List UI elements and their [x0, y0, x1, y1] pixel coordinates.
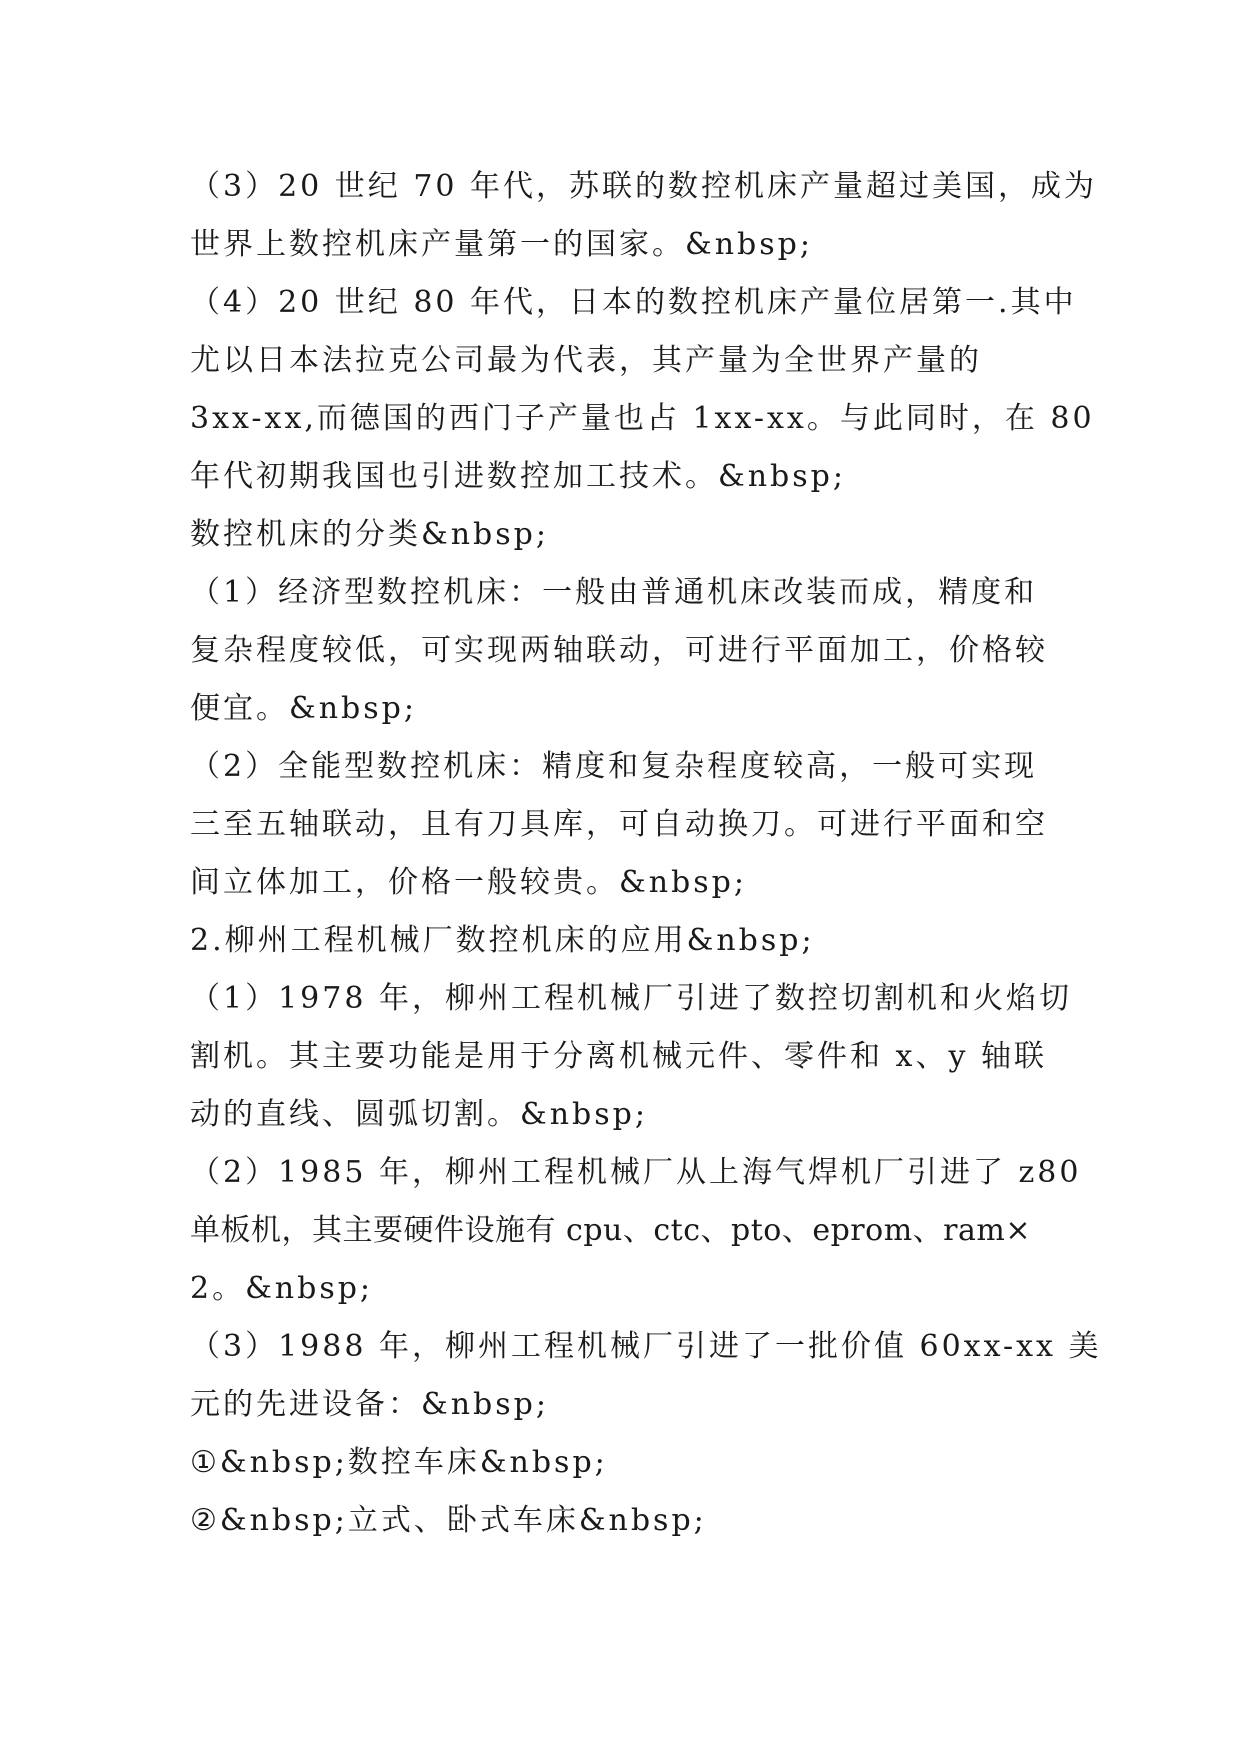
- text-line: 3xx-xx,而德国的西门子产量也占 1xx-xx。与此同时，在 80: [190, 401, 1095, 436]
- text-line: （2）全能型数控机床：精度和复杂程度较高，一般可实现: [190, 749, 1038, 784]
- document-body: [190, 158, 1102, 1550]
- text-line: ①&nbsp;数控车床&nbsp;: [190, 1445, 608, 1480]
- text-line: 便宜。&nbsp;: [190, 691, 417, 726]
- text-line: 世界上数控机床产量第一的国家。&nbsp;: [190, 227, 813, 262]
- text-line: 数控机床的分类&nbsp;: [190, 517, 549, 552]
- text-line: 间立体加工，价格一般较贵。&nbsp;: [190, 865, 747, 900]
- text-line: ②&nbsp;立式、卧式车床&nbsp;: [190, 1503, 707, 1538]
- text-line: （3）1988 年，柳州工程机械厂引进了一批价值 60xx-xx 美: [190, 1329, 1102, 1364]
- text-line: 复杂程度较低，可实现两轴联动，可进行平面加工，价格较: [190, 633, 1048, 668]
- text-line: （1）经济型数控机床：一般由普通机床改装而成，精度和: [190, 575, 1038, 610]
- text-line: 2。&nbsp;: [190, 1271, 374, 1306]
- text-line: （1）1978 年，柳州工程机械厂引进了数控切割机和火焰切: [190, 981, 1072, 1016]
- text-line: 尤以日本法拉克公司最为代表，其产量为全世界产量的: [190, 343, 982, 378]
- text-line: 三至五轴联动，且有刀具库，可自动换刀。可进行平面和空: [190, 807, 1048, 842]
- text-line: 2.柳州工程机械厂数控机床的应用&nbsp;: [190, 923, 815, 958]
- text-line: 元的先进设备：&nbsp;: [190, 1387, 549, 1422]
- text-line: （3）20 世纪 70 年代，苏联的数控机床产量超过美国，成为: [190, 169, 1098, 204]
- text-line: 单板机，其主要硬件设施有 cpu、ctc、pto、eprom、ram×: [190, 1213, 1031, 1248]
- text-line: （2）1985 年，柳州工程机械厂从上海气焊机厂引进了 z80: [190, 1155, 1082, 1190]
- text-line: 动的直线、圆弧切割。&nbsp;: [190, 1097, 648, 1132]
- text-line: （4）20 世纪 80 年代，日本的数控机床产量位居第一.其中: [190, 285, 1077, 320]
- text-line: 年代初期我国也引进数控加工技术。&nbsp;: [190, 459, 846, 494]
- text-line: 割机。其主要功能是用于分离机械元件、零件和 x、y 轴联: [190, 1039, 1047, 1074]
